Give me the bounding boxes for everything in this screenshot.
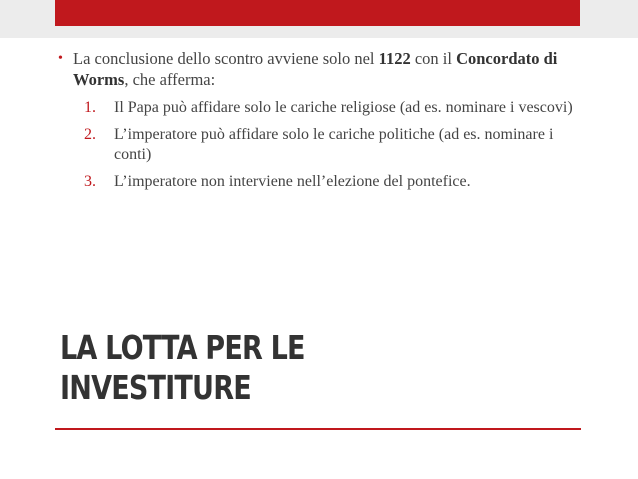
- main-bullet: [58, 48, 593, 90]
- title-line-2: INVESTITURE: [60, 368, 251, 407]
- title-underline: [55, 428, 581, 430]
- slide-title: [60, 328, 486, 408]
- bullet-text-post: , che afferma:: [124, 70, 216, 89]
- main-bullet-text: [73, 48, 593, 90]
- bullet-text-mid: con il: [410, 49, 457, 68]
- list-number: 2.: [84, 126, 96, 143]
- bullet-concordat: Concordato di Worms: [73, 49, 558, 89]
- list-item: [84, 172, 593, 192]
- list-number: 3.: [84, 173, 96, 190]
- bullet-icon: •: [58, 51, 63, 66]
- title-line-1: LA LOTTA PER LE: [60, 328, 305, 367]
- list-text: L’imperatore può affidare solo le cariche politiche (ad es. nominare i conti): [114, 126, 554, 163]
- list-text: Il Papa può affidare solo le cariche religiose (ad es. nominare i vescovi): [114, 99, 573, 116]
- numbered-list: [84, 98, 593, 192]
- bullet-text-pre: La conclusione dello scontro avviene solo nel: [73, 49, 379, 68]
- slide-body: [58, 48, 593, 199]
- top-accent-bar: [55, 0, 580, 26]
- list-item: [84, 125, 593, 165]
- bullet-year: 1122: [378, 49, 411, 68]
- list-number: 1.: [84, 99, 96, 116]
- list-text: L’imperatore non interviene nell’elezione del pontefice.: [114, 173, 471, 190]
- list-item: [84, 98, 593, 118]
